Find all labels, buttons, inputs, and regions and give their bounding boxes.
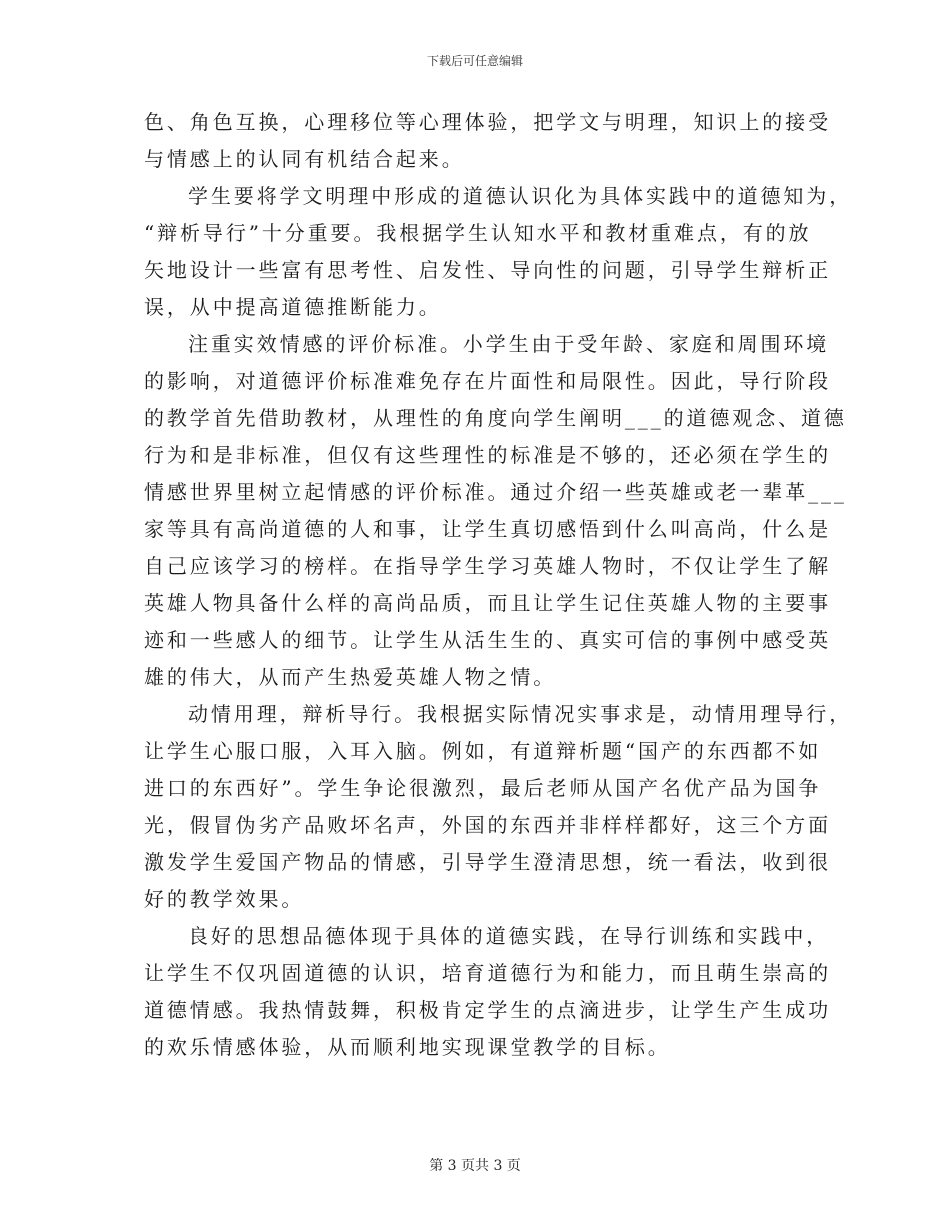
text-line: 让学生不仅巩固道德的认识，培育道德行为和能力，而且萌生崇高的 (144, 961, 831, 985)
text-line: 行为和是非标准，但仅有这些理性的标准是不够的，还必须在学生的 (144, 443, 831, 467)
text-line: 激发学生爱国产物品的情感，引导学生澄清思想，统一看法，收到很 (144, 850, 831, 874)
text-line: 的教学首先借助教材，从理性的角度向学生阐明___的道德观念、道德 (144, 406, 847, 430)
text-line: 误，从中提高道德推断能力。 (144, 295, 442, 319)
text-line: “辩析导行”十分重要。我根据学生认知水平和教材重难点，有的放 (144, 221, 812, 245)
text-line: 好的教学效果。 (144, 887, 305, 911)
text-line: 矢地设计一些富有思考性、启发性、导向性的问题，引导学生辩析正 (144, 258, 831, 282)
text-line: 的欢乐情感体验，从而顺利地实现课堂教学的目标。 (144, 1035, 671, 1059)
text-line: 迹和一些感人的细节。让学生从活生生的、真实可信的事例中感受英 (144, 628, 831, 652)
text-line: 让学生心服口服，入耳入脑。例如，有道辩析题“国产的东西都不如 (144, 739, 822, 763)
text-line: 雄的伟大，从而产生热爱英雄人物之情。 (144, 665, 557, 689)
text-line: 光，假冒伪劣产品败坏名声，外国的东西并非样样都好，这三个方面 (144, 813, 831, 837)
text-line: 与情感上的认同有机结合起来。 (144, 147, 465, 171)
text-line: 动情用理，辩析导行。我根据实际情况实事求是，动情用理导行， (188, 702, 853, 726)
text-line: 注重实效情感的评价标准。小学生由于受年龄、家庭和周围环境 (188, 332, 830, 356)
text-line: 进口的东西好”。学生争论很激烈，最后老师从国产名优产品为国争 (144, 776, 822, 800)
text-line: 自己应该学习的榜样。在指导学生学习英雄人物时，不仅让学生了解 (144, 554, 831, 578)
text-line: 情感世界里树立起情感的评价标准。通过介绍一些英雄或老一辈革___ (144, 480, 847, 504)
text-line: 家等具有高尚道德的人和事，让学生真切感悟到什么叫高尚，什么是 (144, 517, 831, 541)
paragraph (144, 326, 847, 696)
paragraph (144, 178, 853, 326)
page-number: 第 3 页共 3 页 (429, 1158, 521, 1174)
paragraph (144, 104, 831, 178)
text-line: 英雄人物具备什么样的高尚品质，而且让学生记住英雄人物的主要事 (144, 591, 831, 615)
paragraph (144, 918, 831, 1066)
paragraph (144, 696, 853, 918)
text-line: 道德情感。我热情鼓舞，积极肯定学生的点滴进步，让学生产生成功 (144, 998, 831, 1022)
text-line: 色、角色互换，心理移位等心理体验，把学文与明理，知识上的接受 (144, 110, 831, 134)
page-header: 下载后可任意编辑 (426, 54, 523, 68)
text-line: 学生要将学文明理中形成的道德认识化为具体实践中的道德知为， (188, 184, 853, 208)
text-line: 的影响，对道德评价标准难免存在片面性和局限性。因此，导行阶段 (144, 369, 831, 393)
document-body (144, 104, 853, 1066)
text-line: 良好的思想品德体现于具体的道德实践，在导行训练和实践中， (188, 924, 830, 948)
